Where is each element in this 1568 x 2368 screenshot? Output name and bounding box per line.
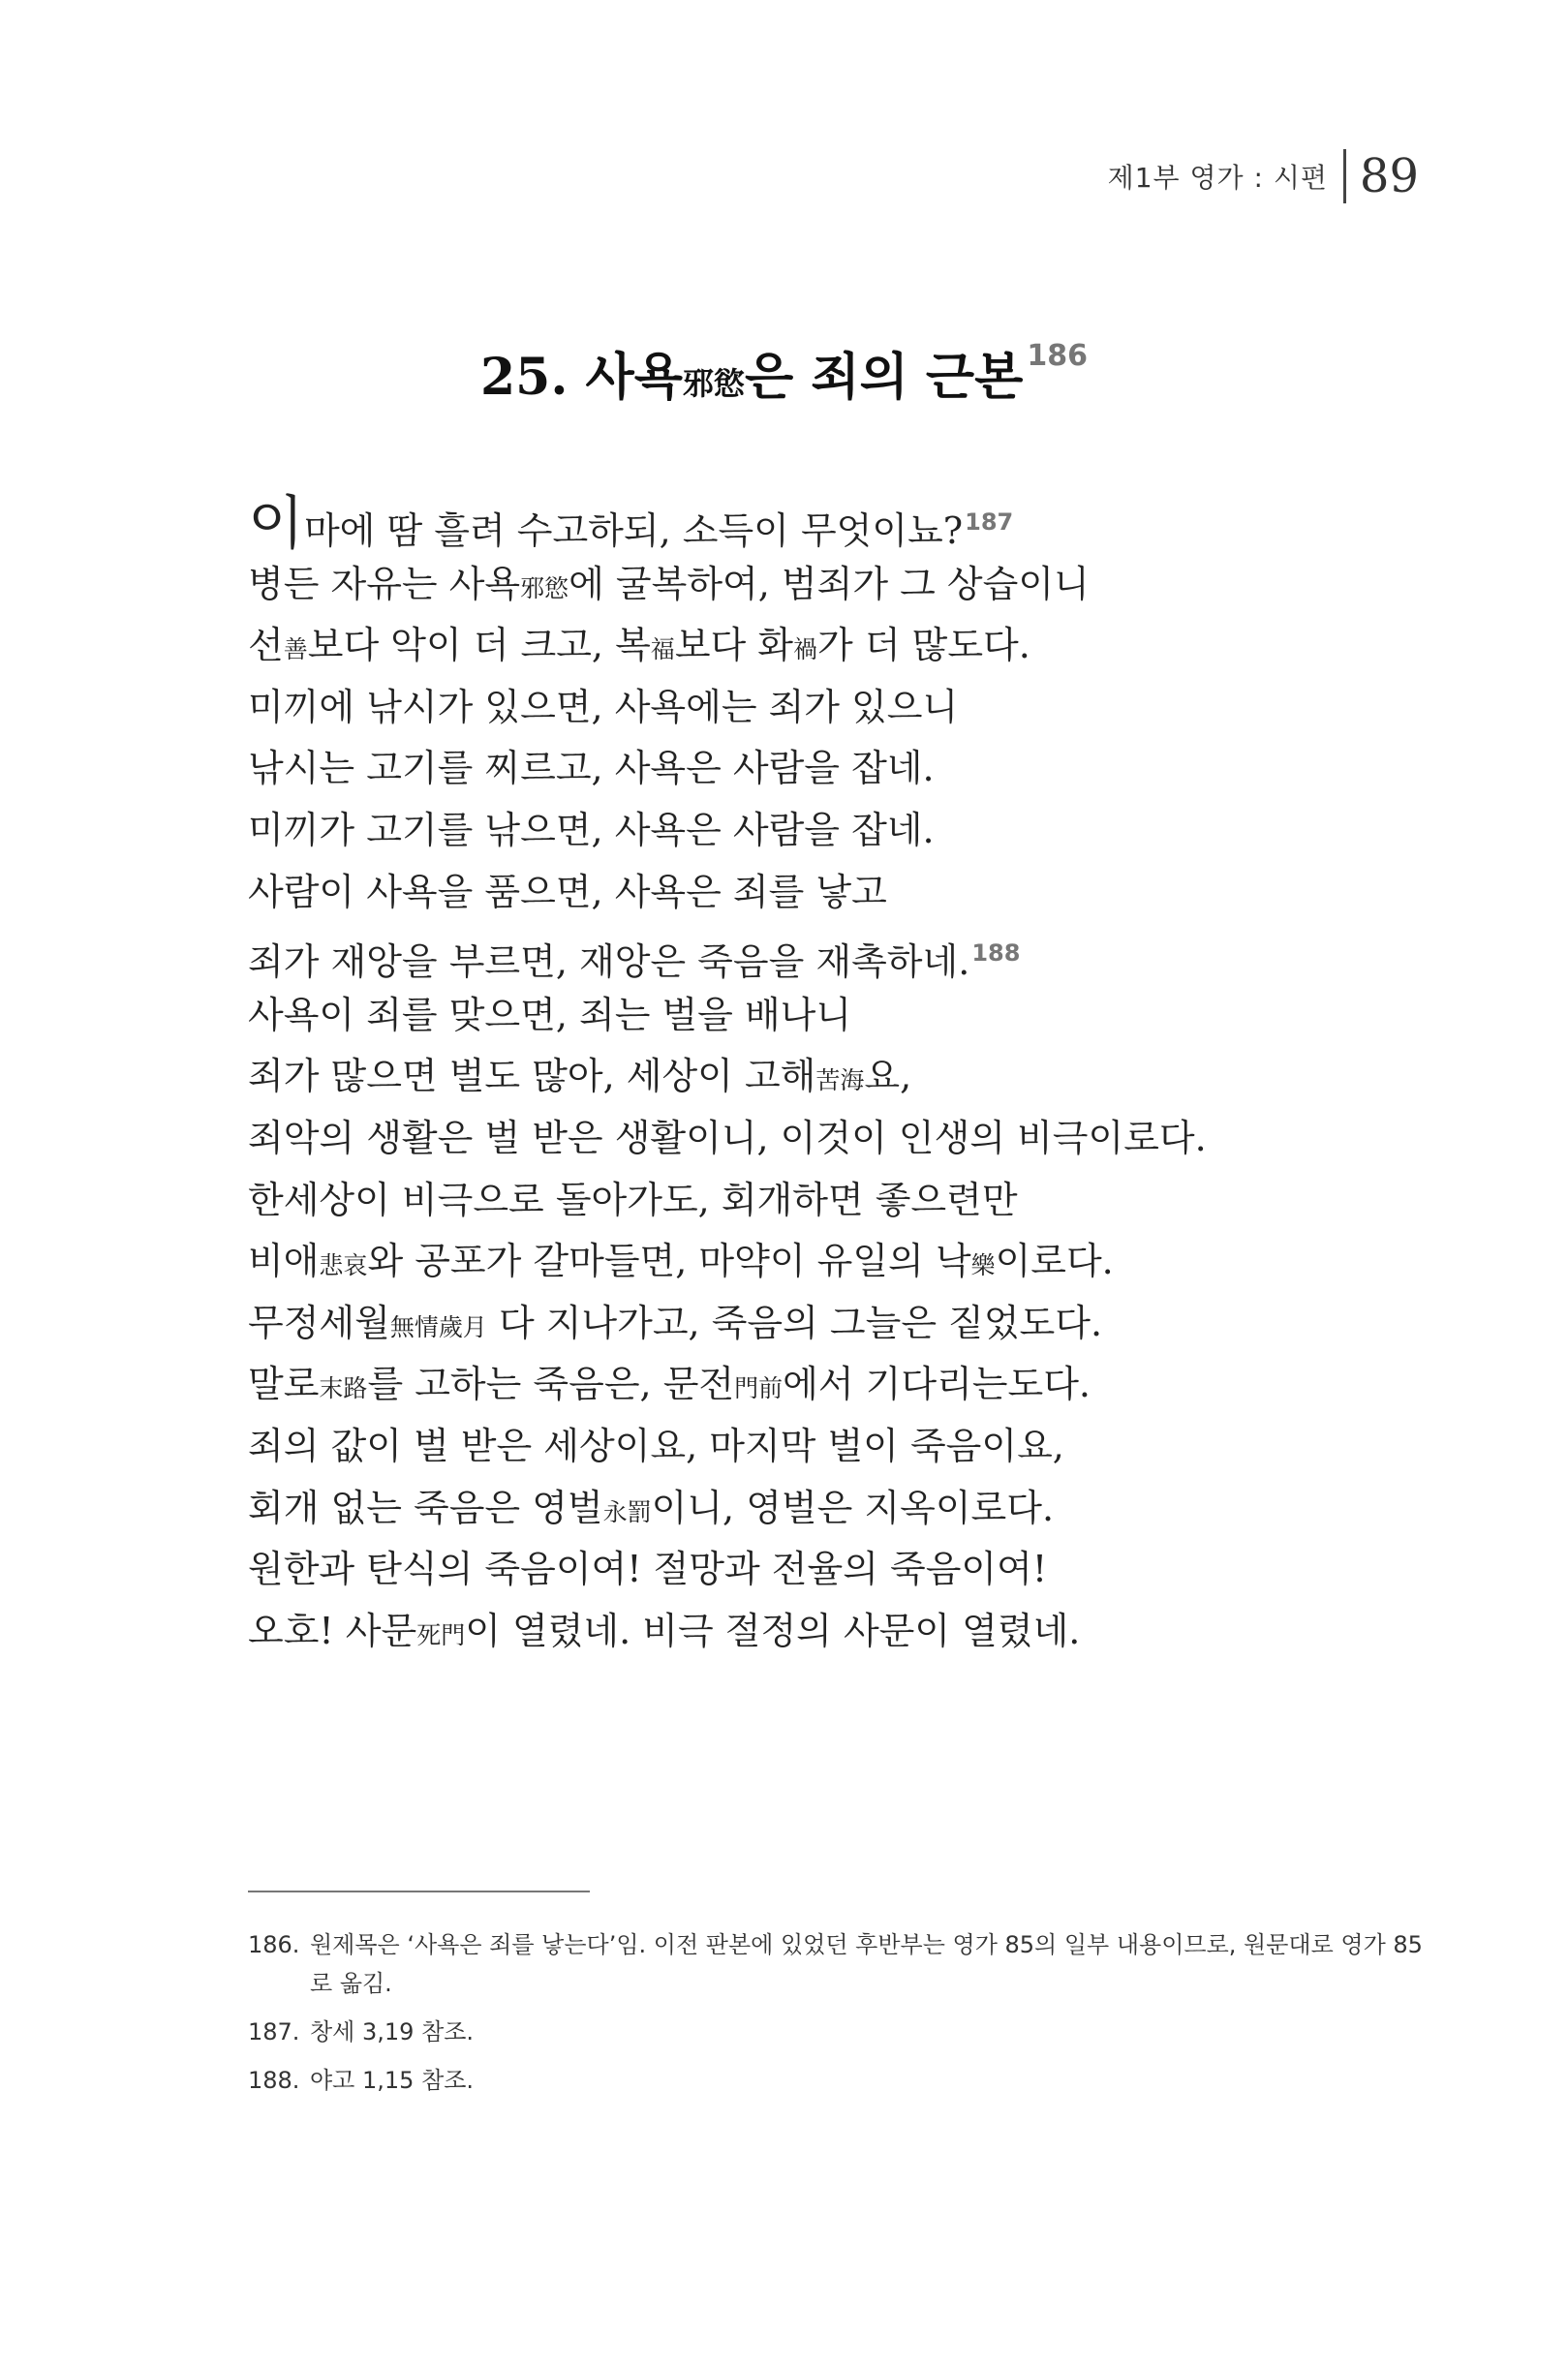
- hanja-gloss: 門前: [734, 1374, 784, 1403]
- footnote-number: 186.: [248, 1931, 300, 1958]
- title-footnote-ref: 186: [1027, 339, 1089, 373]
- hanja-gloss: 悲哀: [319, 1251, 368, 1280]
- poem-line: [248, 985, 1430, 1047]
- poem-line: [248, 1293, 1430, 1355]
- poem-text: 보다 악이 더 크고, 복: [307, 624, 651, 667]
- hanja-gloss: 福: [650, 635, 675, 664]
- poem-text: 죄가 많으면 벌도 많아, 세상이 고해: [248, 1055, 816, 1098]
- chapter-title: [0, 339, 1568, 408]
- poem-line: [248, 1170, 1430, 1232]
- poem-text: 이니, 영벌은 지옥이로다.: [651, 1486, 1055, 1529]
- poem-text: 마에 땀 흘려 수고하되, 소득이 무엇이뇨?: [303, 509, 964, 552]
- poem-line: [248, 738, 1430, 800]
- hanja-gloss: 樂: [970, 1251, 996, 1280]
- footnote-ref: 188: [971, 939, 1021, 968]
- footnote: [248, 2061, 1430, 2100]
- poem-line: [248, 615, 1430, 677]
- poem-text: 사욕이 죄를 맞으면, 죄는 벌을 배나니: [248, 993, 852, 1036]
- poem-text: 와 공포가 갈마들면, 마약이 유일의 낙: [367, 1240, 971, 1283]
- poem-text: 비애: [248, 1240, 320, 1283]
- footnote-number: 188.: [248, 2067, 300, 2094]
- poem-line: [248, 490, 1430, 558]
- poem-line: [248, 1046, 1430, 1108]
- header-divider: [1343, 149, 1346, 203]
- poem-line: [248, 862, 1430, 924]
- footnote-text: 창세 3,19 참조.: [310, 2018, 475, 2045]
- poem-text: 낚시는 고기를 찌르고, 사욕은 사람을 잡네.: [248, 747, 935, 790]
- poem-text: 사람이 사욕을 품으면, 사욕은 죄를 낳고: [248, 870, 887, 913]
- poem-line: [248, 1601, 1430, 1663]
- hanja-gloss: 邪慾: [520, 573, 569, 602]
- footnote: [248, 2013, 1430, 2051]
- poem-text: 한세상이 비극으로 돌아가도, 회개하면 좋으련만: [248, 1178, 1018, 1221]
- section-title: 제1부 영가 : 시편: [1107, 162, 1328, 194]
- running-head: [1108, 145, 1419, 207]
- poem-line: [248, 1539, 1430, 1601]
- hanja-gloss: 死門: [416, 1620, 466, 1649]
- poem-text: 를 고하는 죽음은, 문전: [367, 1363, 735, 1406]
- poem-text: 미끼에 낚시가 있으면, 사욕에는 죄가 있으니: [248, 685, 959, 728]
- poem-text: 말로: [248, 1363, 320, 1406]
- poem-text: 병든 자유는 사욕: [248, 562, 521, 605]
- footnote-text: 원제목은 ‘사욕은 죄를 낳는다’임. 이전 판본에 있었던 후반부는 영가 85의 일부 내용이므로, 원문대로 영가 85로 옮김.: [310, 1931, 1423, 1997]
- footnote-number: 187.: [248, 2018, 300, 2045]
- poem-text: 원한과 탄식의 죽음이여! 절망과 전율의 죽음이여!: [248, 1548, 1048, 1591]
- footnote-text: 야고 1,15 참조.: [310, 2067, 475, 2094]
- poem-text: 보다 화: [674, 624, 794, 667]
- title-post: 은 죄의 근본: [745, 348, 1024, 407]
- footnote-rule: [248, 1891, 590, 1892]
- poem-text: 미끼가 고기를 낚으면, 사욕은 사람을 잡네.: [248, 808, 935, 851]
- poem-line: [248, 1231, 1430, 1293]
- poem-text: 죄가 재앙을 부르면, 재앙은 죽음을 재촉하네.: [248, 940, 970, 984]
- hanja-gloss: 末路: [319, 1374, 368, 1403]
- poem-line: [248, 1108, 1430, 1170]
- title-pre: 사욕: [585, 348, 684, 407]
- hanja-gloss: 無情歲月: [389, 1312, 487, 1341]
- footnotes: [248, 1925, 1430, 2109]
- poem-text: 이로다.: [995, 1240, 1114, 1283]
- poem-text: 무정세월: [248, 1301, 390, 1344]
- drop-cap: 이: [248, 490, 304, 558]
- poem-text: 가 더 많도다.: [817, 624, 1030, 667]
- hanja-gloss: 禍: [793, 635, 818, 664]
- hanja-gloss: 苦海: [815, 1066, 865, 1095]
- hanja-gloss: 永罰: [602, 1497, 652, 1526]
- hanja-gloss: 善: [283, 635, 308, 664]
- poem-text: 죄의 값이 벌 받은 세상이요, 마지막 벌이 죽음이요,: [248, 1424, 1064, 1467]
- page-number: 89: [1359, 149, 1419, 203]
- poem-line: [248, 1478, 1430, 1540]
- footnote: [248, 1925, 1430, 2003]
- poem-body: [248, 492, 1430, 1662]
- title-number: 25.: [479, 348, 569, 407]
- poem-text: 에 굴복하여, 범죄가 그 상습이니: [569, 562, 1090, 605]
- poem-line: [248, 800, 1430, 862]
- poem-text: 요,: [864, 1055, 912, 1098]
- title-hanja: 邪慾: [683, 365, 746, 402]
- poem-text: 이 열렸네. 비극 절정의 사문이 열렸네.: [465, 1609, 1081, 1652]
- poem-line: [248, 1416, 1430, 1478]
- poem-text: 에서 기다리는도다.: [783, 1363, 1091, 1406]
- poem-text: 죄악의 생활은 벌 받은 생활이니, 이것이 인생의 비극이로다.: [248, 1116, 1207, 1159]
- poem-text: 다 지나가고, 죽음의 그늘은 짙었도다.: [486, 1301, 1103, 1344]
- poem-line: [248, 1354, 1430, 1416]
- poem-line: [248, 923, 1430, 985]
- poem-text: 선: [248, 624, 284, 667]
- footnote-ref: 187: [965, 508, 1014, 536]
- poem-line: [248, 554, 1430, 616]
- poem-text: 오호! 사문: [248, 1609, 417, 1652]
- poem-text: 회개 없는 죽음은 영벌: [248, 1486, 603, 1529]
- poem-line: [248, 677, 1430, 739]
